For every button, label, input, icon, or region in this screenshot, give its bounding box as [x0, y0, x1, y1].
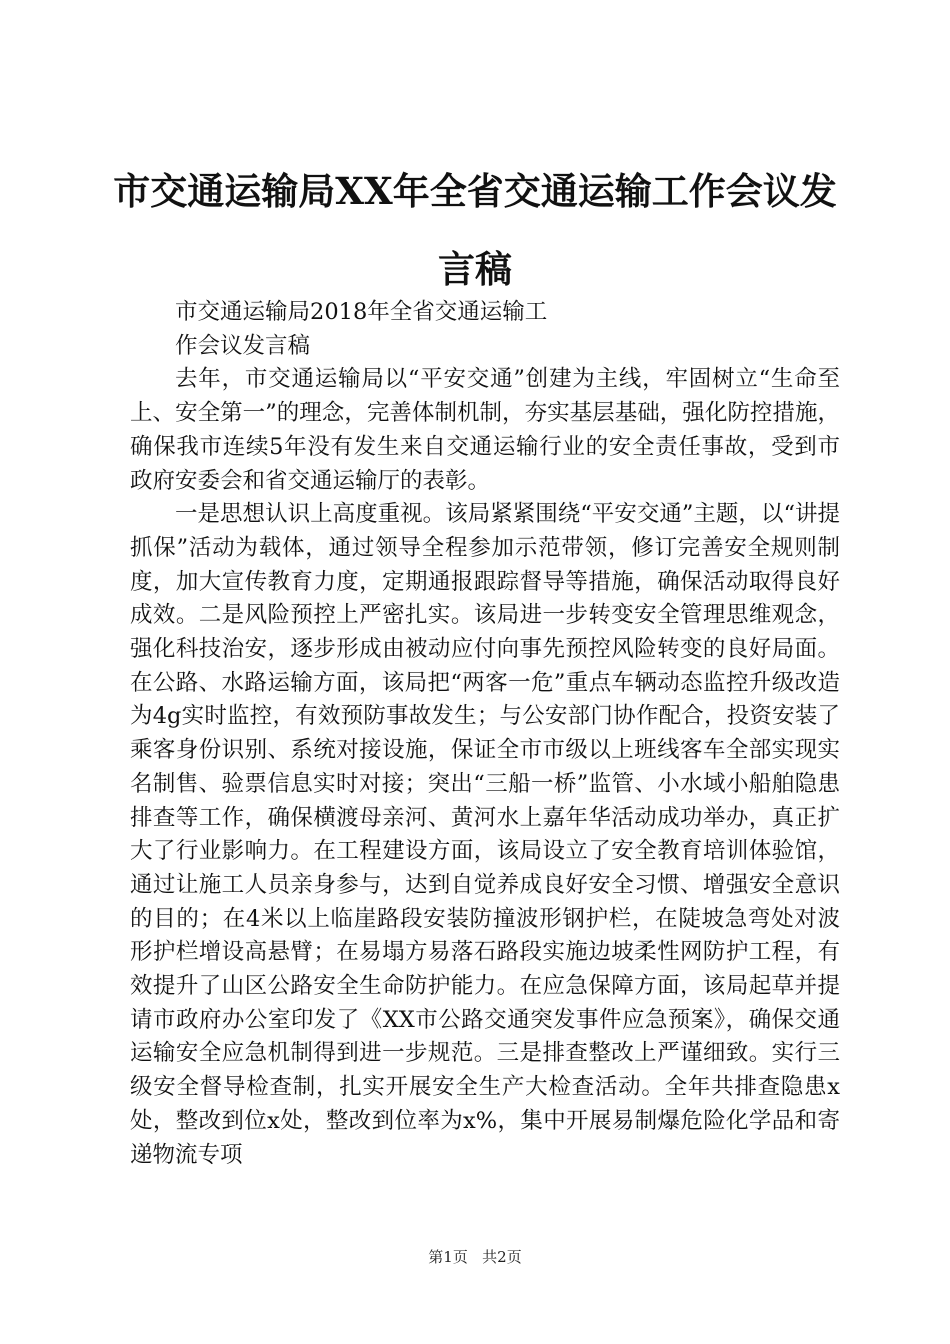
- page-total: 共2页: [482, 1248, 522, 1266]
- page-footer: [0, 1247, 950, 1267]
- paragraph-subtitle-line-2: 作会议发言稿: [175, 332, 311, 359]
- paragraph-intro: 去年，市交通运输局以“平安交通”创建为主线，牢固树立“生命至上、安全第一”的理念，完善体制机制，夯实基层基础，强化防控措施，确保我市连续5年没有发生来自交通运输行业的安全责任事故，受到市政府安委会和省交通运输厅的表彰。: [130, 366, 840, 494]
- document-title: 市交通运输局XX年全省交通运输工作会议发言稿: [113, 169, 837, 291]
- paragraph-subtitle-line-1: 市交通运输局2018年全省交通运输工: [175, 299, 548, 325]
- page-separator: [473, 1248, 478, 1266]
- page-number: 第1页: [428, 1248, 468, 1266]
- paragraph-measures: 一是思想认识上高度重视。该局紧紧围绕“平安交通”主题，以“讲提抓保”活动为载体，通过领导全程参加示范带领，修订完善安全规则制度，加大宣传教育力度，定期通报跟踪督导等措施，确保活动取得良好成效。二是风险预控上严密扎实。该局进一步转变安全管理思维观念，强化科技治安，逐步形成由被动应付向事先预控风险转变的良好局面。在公路、水路运输方面，该局把“两客一危”重点车辆动态监控升级改造为4g实时监控，有效预防事故发生；与公安部门协作配合，投资安装了乘客身份识别、系统对接设施，保证全市市级以上班线客车全部实现实名制售、验票信息实时对接；突出“三船一桥”监管、小水域小船舶隐患排查等工作，确保横渡母亲河、黄河水上嘉年华活动成功举办，真正扩大了行业影响力。在工程建设方面，该局设立了安全教育培训体验馆，通过让施工人员亲身参与，达到自觉养成良好安全习惯、增强安全意识的目的；在4米以上临崖路段安装防撞波形钢护栏，在陡坡急弯处对波形护栏增设高悬臂；在易塌方易落石路段实施边坡柔性网防护工程，有效提升了山区公路安全生命防护能力。在应急保障方面，该局起草并提请市政府办公室印发了《XX市公路交通突发事件应急预案》，确保交通运输安全应急机制得到进一步规范。三是排查整改上严谨细致。实行三级安全督导检查制，扎实开展安全生产大检查活动。全年共排查隐患x处，整改到位x处，整改到位率为x%，集中开展易制爆危险化学品和寄递物流专项: [130, 501, 840, 1168]
- document-body: [130, 296, 840, 1172]
